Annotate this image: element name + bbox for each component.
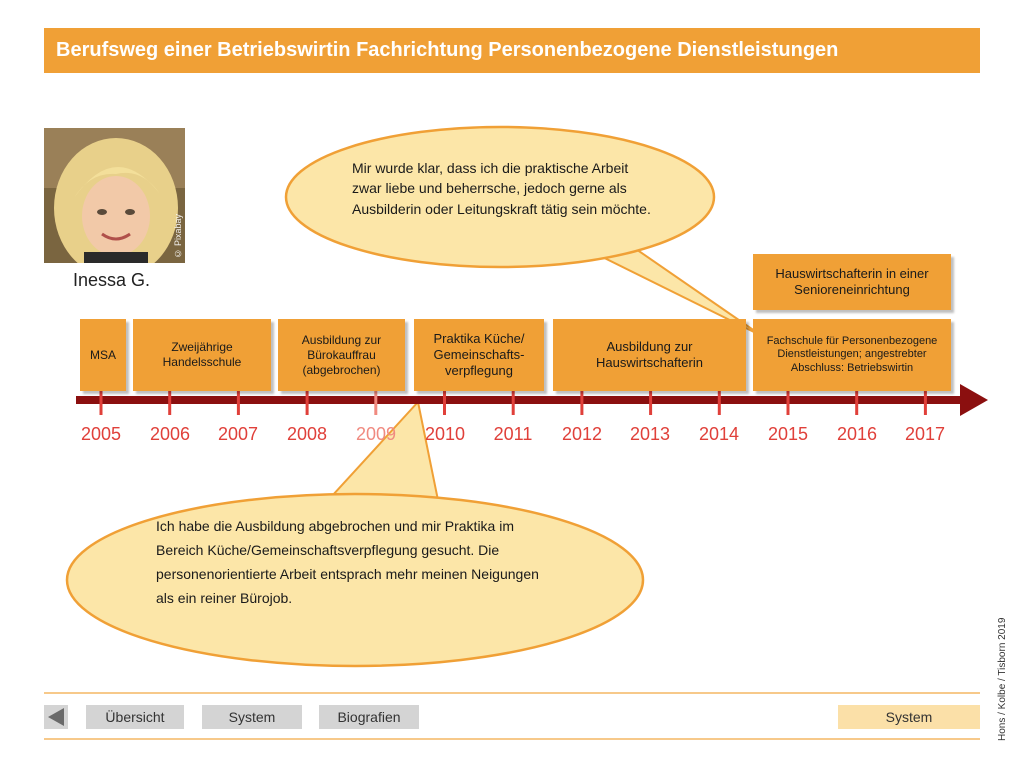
side-credit: Hons / Kolbe / Tisborn 2019 [997, 617, 1008, 741]
year-tick [168, 391, 171, 415]
year-tick [855, 391, 858, 415]
triangle-left-icon[interactable] [44, 705, 68, 734]
year-tick [443, 391, 446, 415]
stage-handelsschule: Zweijährige Handelsschule [133, 319, 271, 391]
year-label: 2013 [629, 424, 671, 444]
year-label: 2012 [561, 424, 603, 444]
bubble-2-text: Ich habe die Ausbildung abgebrochen und mir Praktika im Bereich Küche/Gemeinschaftsverpflegung gesucht. Die personenorientierte Arbeit entsprach mehr meinen Neigungen als ein reiner Bürojob. [156, 518, 539, 607]
year-label: 2005 [80, 424, 122, 444]
photo-credit: © Pixabay [173, 214, 183, 259]
year-tick [237, 391, 240, 415]
year-tick [306, 391, 309, 415]
year-label: 2015 [767, 424, 809, 444]
stage-fachschule: Fachschule für Personenbezogene Dienstleistungen; angestrebter Abschluss: Betriebswirtin [753, 319, 951, 391]
year-tick [580, 391, 583, 415]
year-tick [924, 391, 927, 415]
nav-button-biografien[interactable]: Biografien [319, 705, 419, 729]
nav-divider-top [44, 692, 980, 694]
stage-praktika: Praktika Küche/ Gemeinschafts-verpflegung [414, 319, 544, 391]
year-label: 2010 [424, 424, 466, 444]
page-title: Berufsweg einer Betriebswirtin Fachrichtung Personenbezogene Dienstleistungen [44, 28, 980, 73]
year-label: 2011 [493, 424, 533, 444]
year-label: 2007 [217, 424, 259, 444]
year-label: 2016 [836, 424, 878, 444]
stage-buerokauffrau: Ausbildung zur Bürokauffrau (abgebrochen) [278, 319, 405, 391]
year-label: 2009 [355, 424, 397, 444]
nav-divider-bottom [44, 738, 980, 740]
year-tick [649, 391, 652, 415]
current-section-label: System [838, 705, 980, 729]
year-label: 2006 [149, 424, 191, 444]
nav-button-uebersicht[interactable]: Übersicht [86, 705, 184, 729]
year-label: 2008 [286, 424, 328, 444]
stage-hauswirtschafterin-senioren: Hauswirtschafterin in einer Senioreneinrichtung [753, 254, 951, 310]
year-tick [374, 391, 377, 415]
stage-msa: MSA [80, 319, 126, 391]
year-tick [787, 391, 790, 415]
timeline-arrowhead [960, 384, 988, 416]
person-name: Inessa G. [73, 270, 151, 290]
year-tick [718, 391, 721, 415]
bubble-1-text: Mir wurde klar, dass ich die praktische Arbeit zwar liebe und beherrsche, jedoch gerne als Ausbilderin oder Leitungskraft tätig sein möchte. [352, 160, 651, 217]
year-tick [100, 391, 103, 415]
stage-hauswirtschafterin-ausbildung: Ausbildung zur Hauswirtschafterin [553, 319, 746, 391]
year-label: 2014 [698, 424, 740, 444]
timeline-bar [76, 396, 962, 404]
year-tick [512, 391, 515, 415]
year-label: 2017 [904, 424, 946, 444]
nav-button-system[interactable]: System [202, 705, 302, 729]
